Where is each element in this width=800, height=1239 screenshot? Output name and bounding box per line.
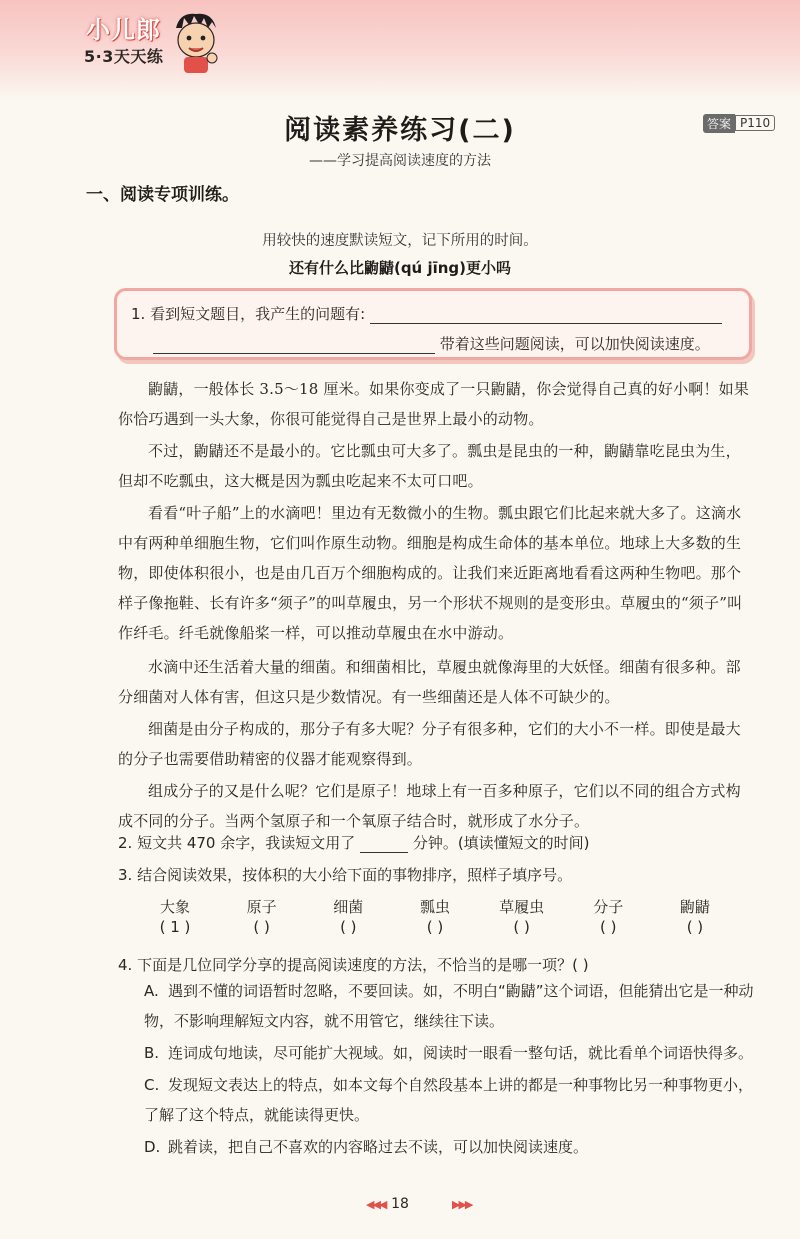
- question-2-prefix: 2. 短文共 470 余字，我读短文用了: [118, 834, 356, 852]
- series-name: 5·3天天练: [84, 47, 164, 66]
- item-label: 大象: [159, 898, 190, 916]
- page-number: 18: [391, 1196, 409, 1212]
- reading-instruction: 用较快的速度默读短文，记下所用的时间。: [262, 233, 538, 249]
- option-text: 连词成句地读，尽可能扩大视域。如，阅读时一眼看一整句话，就比看单个词语快得多。: [168, 1044, 754, 1062]
- question-1-blank-1[interactable]: [370, 307, 722, 324]
- option-tag: B.: [144, 1044, 160, 1062]
- option-a[interactable]: [144, 976, 764, 1036]
- item-label: 原子: [246, 898, 277, 916]
- option-text: 跳着读，把自己不喜欢的内容略过去不读，可以加快阅读速度。: [168, 1138, 589, 1156]
- left-arrows-icon: ◀◀◀: [366, 1198, 386, 1211]
- option-text: 发现短文表达上的特点，如本文每个自然段基本上讲的都是一种事物比另一种事物更小，了解了这个特点，就能读得更快。: [144, 1076, 754, 1124]
- article-paragraph: 水滴中还生活着大量的细菌。和细菌相比，草履虫就像海里的大妖怪。细菌有很多种。部分细菌对人体有害，但这只是少数情况。有一些细菌还是人体不可缺少的。: [118, 658, 741, 706]
- article-paragraph: 看看“叶子船”上的水滴吧！里边有无数微小的生物。瓢虫跟它们比起来就大多了。这滴水中有两种单细胞生物，它们叫作原生动物。细胞是构成生命体的基本单位。地球上大多数的生物，即使体积很小，也是由几百万个细胞构成的。让我们来近距离地看看这两种生物吧。那个样子像拖鞋、长有许多“须子”的叫草履虫，另一个形状不规则的是变形虫。草履虫的“须子”叫作纤毛。纤毛就像船桨一样，可以推动草履虫在水中游动。: [118, 504, 743, 642]
- answer-slot[interactable]: ( ): [340, 918, 357, 936]
- option-tag: D.: [144, 1138, 161, 1156]
- answer-slot[interactable]: ( ): [253, 918, 270, 936]
- question-4: 4. 下面是几位同学分享的提高阅读速度的方法，不恰当的是哪一项？( ): [118, 956, 589, 974]
- item-label: 鼩鼱: [679, 898, 710, 916]
- item-label: 分子: [593, 898, 624, 916]
- answer-slot[interactable]: ( ): [686, 918, 704, 936]
- answer-slot[interactable]: ( ): [426, 918, 444, 936]
- question-1-line-2: [153, 333, 710, 354]
- question-3: 3. 结合阅读效果，按体积的大小给下面的事物排序，照样子填序号。: [118, 866, 573, 884]
- option-d[interactable]: [144, 1132, 764, 1162]
- page-title: 阅读素养练习(二): [284, 115, 516, 146]
- option-b[interactable]: [144, 1038, 764, 1068]
- page-subtitle: ——学习提高阅读速度的方法: [309, 153, 491, 169]
- item-label: 瓢虫: [419, 898, 450, 916]
- option-tag: C.: [144, 1076, 160, 1094]
- article-paragraph: 不过，鼩鼱还不是最小的。它比瓢虫可大多了。瓢虫是昆虫的一种，鼩鼱靠吃昆虫为生，但却不吃瓢虫，这大概是因为瓢虫吃起来不太可口吧。: [118, 442, 741, 490]
- answer-page: P110: [735, 115, 775, 131]
- article-paragraph: 细菌是由分子构成的，那分子有多大呢？分子有很多种，它们的大小不一样。即使是最大的分子也需要借助精密的仪器才能观察得到。: [118, 720, 741, 768]
- answer-page-badge: [703, 114, 775, 132]
- mascot-boy-icon: [162, 8, 226, 76]
- article-paragraph: 组成分子的又是什么呢？它们是原子！地球上有一百多种原子，它们以不同的组合方式构成不同的分子。当两个氢原子和一个氧原子结合时，就形成了水分子。: [118, 782, 741, 830]
- option-text: 遇到不懂的词语暂时忽略，不要回读。如，不明白“鼩鼱”这个词语，但能猜出它是一种动物，不影响理解短文内容，就不用管它，继续往下读。: [144, 982, 754, 1030]
- brand-logo: [72, 8, 222, 78]
- question-3-items: [140, 896, 730, 917]
- brand-name: 小儿郎: [86, 15, 161, 44]
- question-1-suffix: 带着这些问题阅读，可以加快阅读速度。: [439, 335, 710, 353]
- item-label: 草履虫: [499, 898, 545, 916]
- answer-slot[interactable]: ( ): [600, 918, 617, 936]
- answer-label: 答案: [703, 114, 735, 133]
- question-3-answers: [140, 918, 730, 936]
- option-tag: A.: [144, 982, 159, 1000]
- answer-slot[interactable]: ( ): [513, 918, 530, 936]
- article-title: 还有什么比鼩鼱(qú jīng)更小吗: [288, 259, 512, 277]
- question-2: [118, 832, 590, 853]
- question-1-box: [114, 288, 752, 360]
- question-1-blank-2[interactable]: [153, 337, 435, 354]
- question-1-line-1: [131, 303, 722, 324]
- item-label: 细菌: [333, 898, 364, 916]
- question-2-suffix: 分钟。(填读懂短文的时间): [412, 834, 590, 852]
- article-paragraph: 鼩鼱，一般体长 3.5～18 厘米。如果你变成了一只鼩鼱，你会觉得自己真的好小啊！如果你恰巧遇到一头大象，你很可能觉得自己是世界上最小的动物。: [118, 380, 750, 428]
- right-arrows-icon: ▶▶▶: [452, 1198, 472, 1211]
- option-c[interactable]: [144, 1070, 764, 1130]
- section-heading: 一、阅读专项训练。: [86, 185, 239, 205]
- question-2-blank[interactable]: [360, 836, 408, 853]
- question-1-prefix: 1. 看到短文题目，我产生的问题有:: [131, 305, 366, 323]
- answer-slot[interactable]: ( 1 ): [159, 918, 191, 936]
